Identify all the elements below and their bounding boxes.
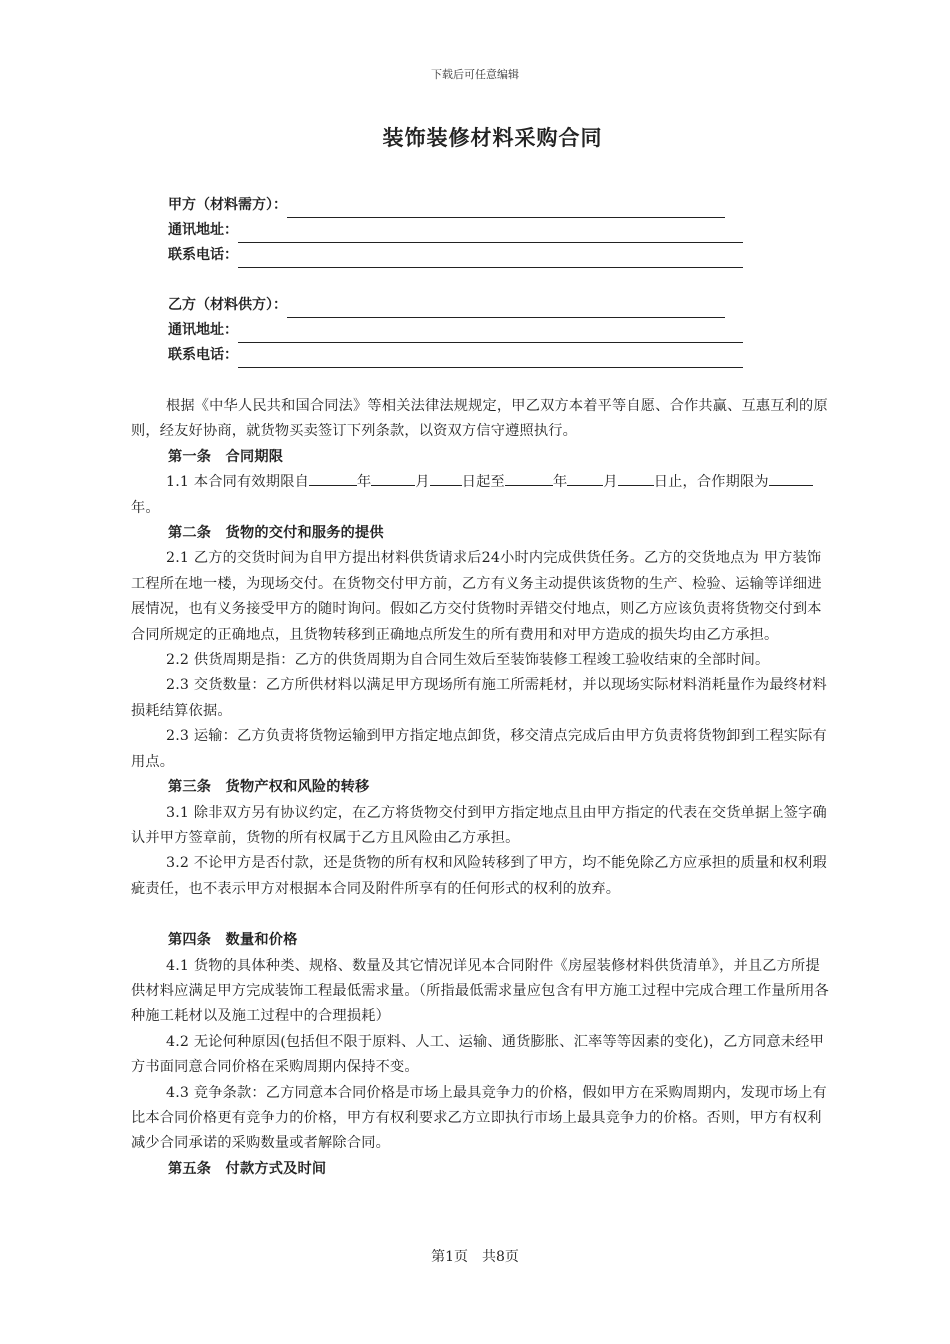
article-1-title: 第一条 合同期限 [168, 448, 284, 465]
party-b-address-line [168, 318, 743, 343]
clause-4-1: 4.1 货物的具体种类、规格、数量及其它情况详见本合同附件《房屋装修材料供货清单》，并且乙方所提供材料应满足甲方完成装饰工程最低需求量。（所指最低需求量应包含有甲方施工过程中完成合理工作量所用各种施工耗材以及施工过程中的合理损耗） [131, 957, 829, 1025]
party-a-block [168, 193, 743, 268]
party-b-name-line [168, 293, 743, 318]
preamble: 根据《中华人民共和国合同法》等相关法律法规规定，甲乙双方本着平等自愿、合作共赢、互惠互利的原则，经友好协商，就货物买卖签订下列条款，以资双方信守遵照执行。 [131, 398, 828, 440]
clause-3-2: 3.2 不论甲方是否付款，还是货物的所有权和风险转移到了甲方，均不能免除乙方应承担的质量和权利瑕疵责任，也不表示甲方对根据本合同及附件所享有的任何形式的权利的放弃。 [131, 855, 827, 897]
clause-2-1: 2.1 乙方的交货时间为自甲方提出材料供货请求后24小时内完成供货任务。乙方的交货地点为 甲方装饰工程所在地一楼，为现场交付。在货物交付甲方前，乙方有义务主动提供该货物的生产、检验、运输等详细进展情况，也有义务接受甲方的随时询问。假如乙方交付货物时弄错交付地点，则乙方应该负责将货物交付到本合同所规定的正确地点，且货物转移到正确地点所发生的所有费用和对甲方造成的损失均由乙方承担。 [131, 550, 822, 643]
clause-1-1-year2: 年 [552, 474, 568, 491]
party-a-name-line [168, 193, 743, 218]
clause-1-1-month: 月 [415, 474, 430, 491]
end-year-blank [505, 471, 553, 486]
clause-3-1: 3.1 除非双方另有协议约定，在乙方将货物交付到甲方指定地点且由甲方指定的代表在交货单据上签字确认并甲方签章前，货物的所有权属于乙方且风险由乙方承担。 [131, 804, 827, 846]
clause-2-3-quantity: 2.3 交货数量：乙方所供材料以满足甲方现场所有施工所需耗材，并以现场实际材料消耗量作为最终材料损耗结算依据。 [131, 677, 827, 719]
term-years-blank [769, 471, 813, 486]
party-a-name-blank [287, 200, 725, 218]
clause-1-1-year: 年 [356, 474, 372, 491]
clause-1-1-text: 1.1 本合同有效期限自 [166, 474, 309, 491]
party-a-name-label: 甲方（材料需方）： [168, 197, 287, 213]
contract-body [131, 394, 831, 1182]
start-month-blank [371, 471, 415, 486]
page-footer: 第1页 共8页 [431, 1249, 519, 1265]
party-b-block [168, 293, 743, 368]
party-a-phone-label: 联系电话： [168, 247, 238, 263]
party-a-address-blank [238, 225, 743, 243]
end-month-blank [567, 471, 603, 486]
party-b-name-blank [287, 300, 725, 318]
clause-1-1-month2: 月 [603, 474, 618, 491]
article-5-title: 第五条 付款方式及时间 [168, 1160, 327, 1177]
party-b-address-label: 通讯地址： [168, 322, 238, 338]
party-b-phone-line [168, 343, 743, 368]
party-a-address-label: 通讯地址： [168, 222, 238, 238]
article-4-title: 第四条 数量和价格 [168, 932, 298, 949]
clause-1-1-end: 年。 [131, 499, 160, 516]
article-3-title: 第三条 货物产权和风险的转移 [168, 779, 370, 796]
contract-title: 装饰装修材料采购合同 [382, 125, 603, 150]
section-gap [131, 902, 831, 928]
party-a-address-line [168, 218, 743, 243]
clause-4-2: 4.2 无论何种原因(包括但不限于原料、人工、运输、通货膨胀、汇率等等因素的变化)，乙方同意未经甲方书面同意合同价格在采购周期内保持不变。 [131, 1033, 825, 1076]
clause-2-3-transport: 2.3 运输：乙方负责将货物运输到甲方指定地点卸货，移交清点完成后由甲方负责将货物卸到工程实际有用点。 [131, 728, 827, 770]
party-b-name-label: 乙方（材料供方）： [168, 297, 287, 313]
clause-1-1-from: 日起至 [461, 474, 505, 491]
header-note: 下载后可任意编辑 [431, 68, 519, 81]
clause-1-1-term: 日止，合作期限为 [653, 474, 769, 491]
end-day-blank [618, 471, 654, 486]
party-b-address-blank [238, 325, 743, 343]
start-day-blank [430, 471, 462, 486]
article-2-title: 第二条 货物的交付和服务的提供 [168, 525, 384, 542]
clause-1-1 [131, 470, 831, 521]
start-year-blank [309, 471, 357, 486]
party-b-phone-label: 联系电话： [168, 347, 238, 363]
clause-2-2: 2.2 供货周期是指：乙方的供货周期为自合同生效后至装饰装修工程竣工验收结束的全部时间。 [166, 652, 770, 669]
party-a-phone-blank [238, 250, 743, 268]
clause-4-3: 4.3 竞争条款：乙方同意本合同价格是市场上最具竞争力的价格，假如甲方在采购周期内，发现市场上有比本合同价格更有竞争力的价格，甲方有权利要求乙方立即执行市场上最具竞争力的价格。否则，甲方有权利减少合同承诺的采购数量或者解除合同。 [131, 1084, 827, 1152]
party-b-phone-blank [238, 350, 743, 368]
party-a-phone-line [168, 243, 743, 268]
